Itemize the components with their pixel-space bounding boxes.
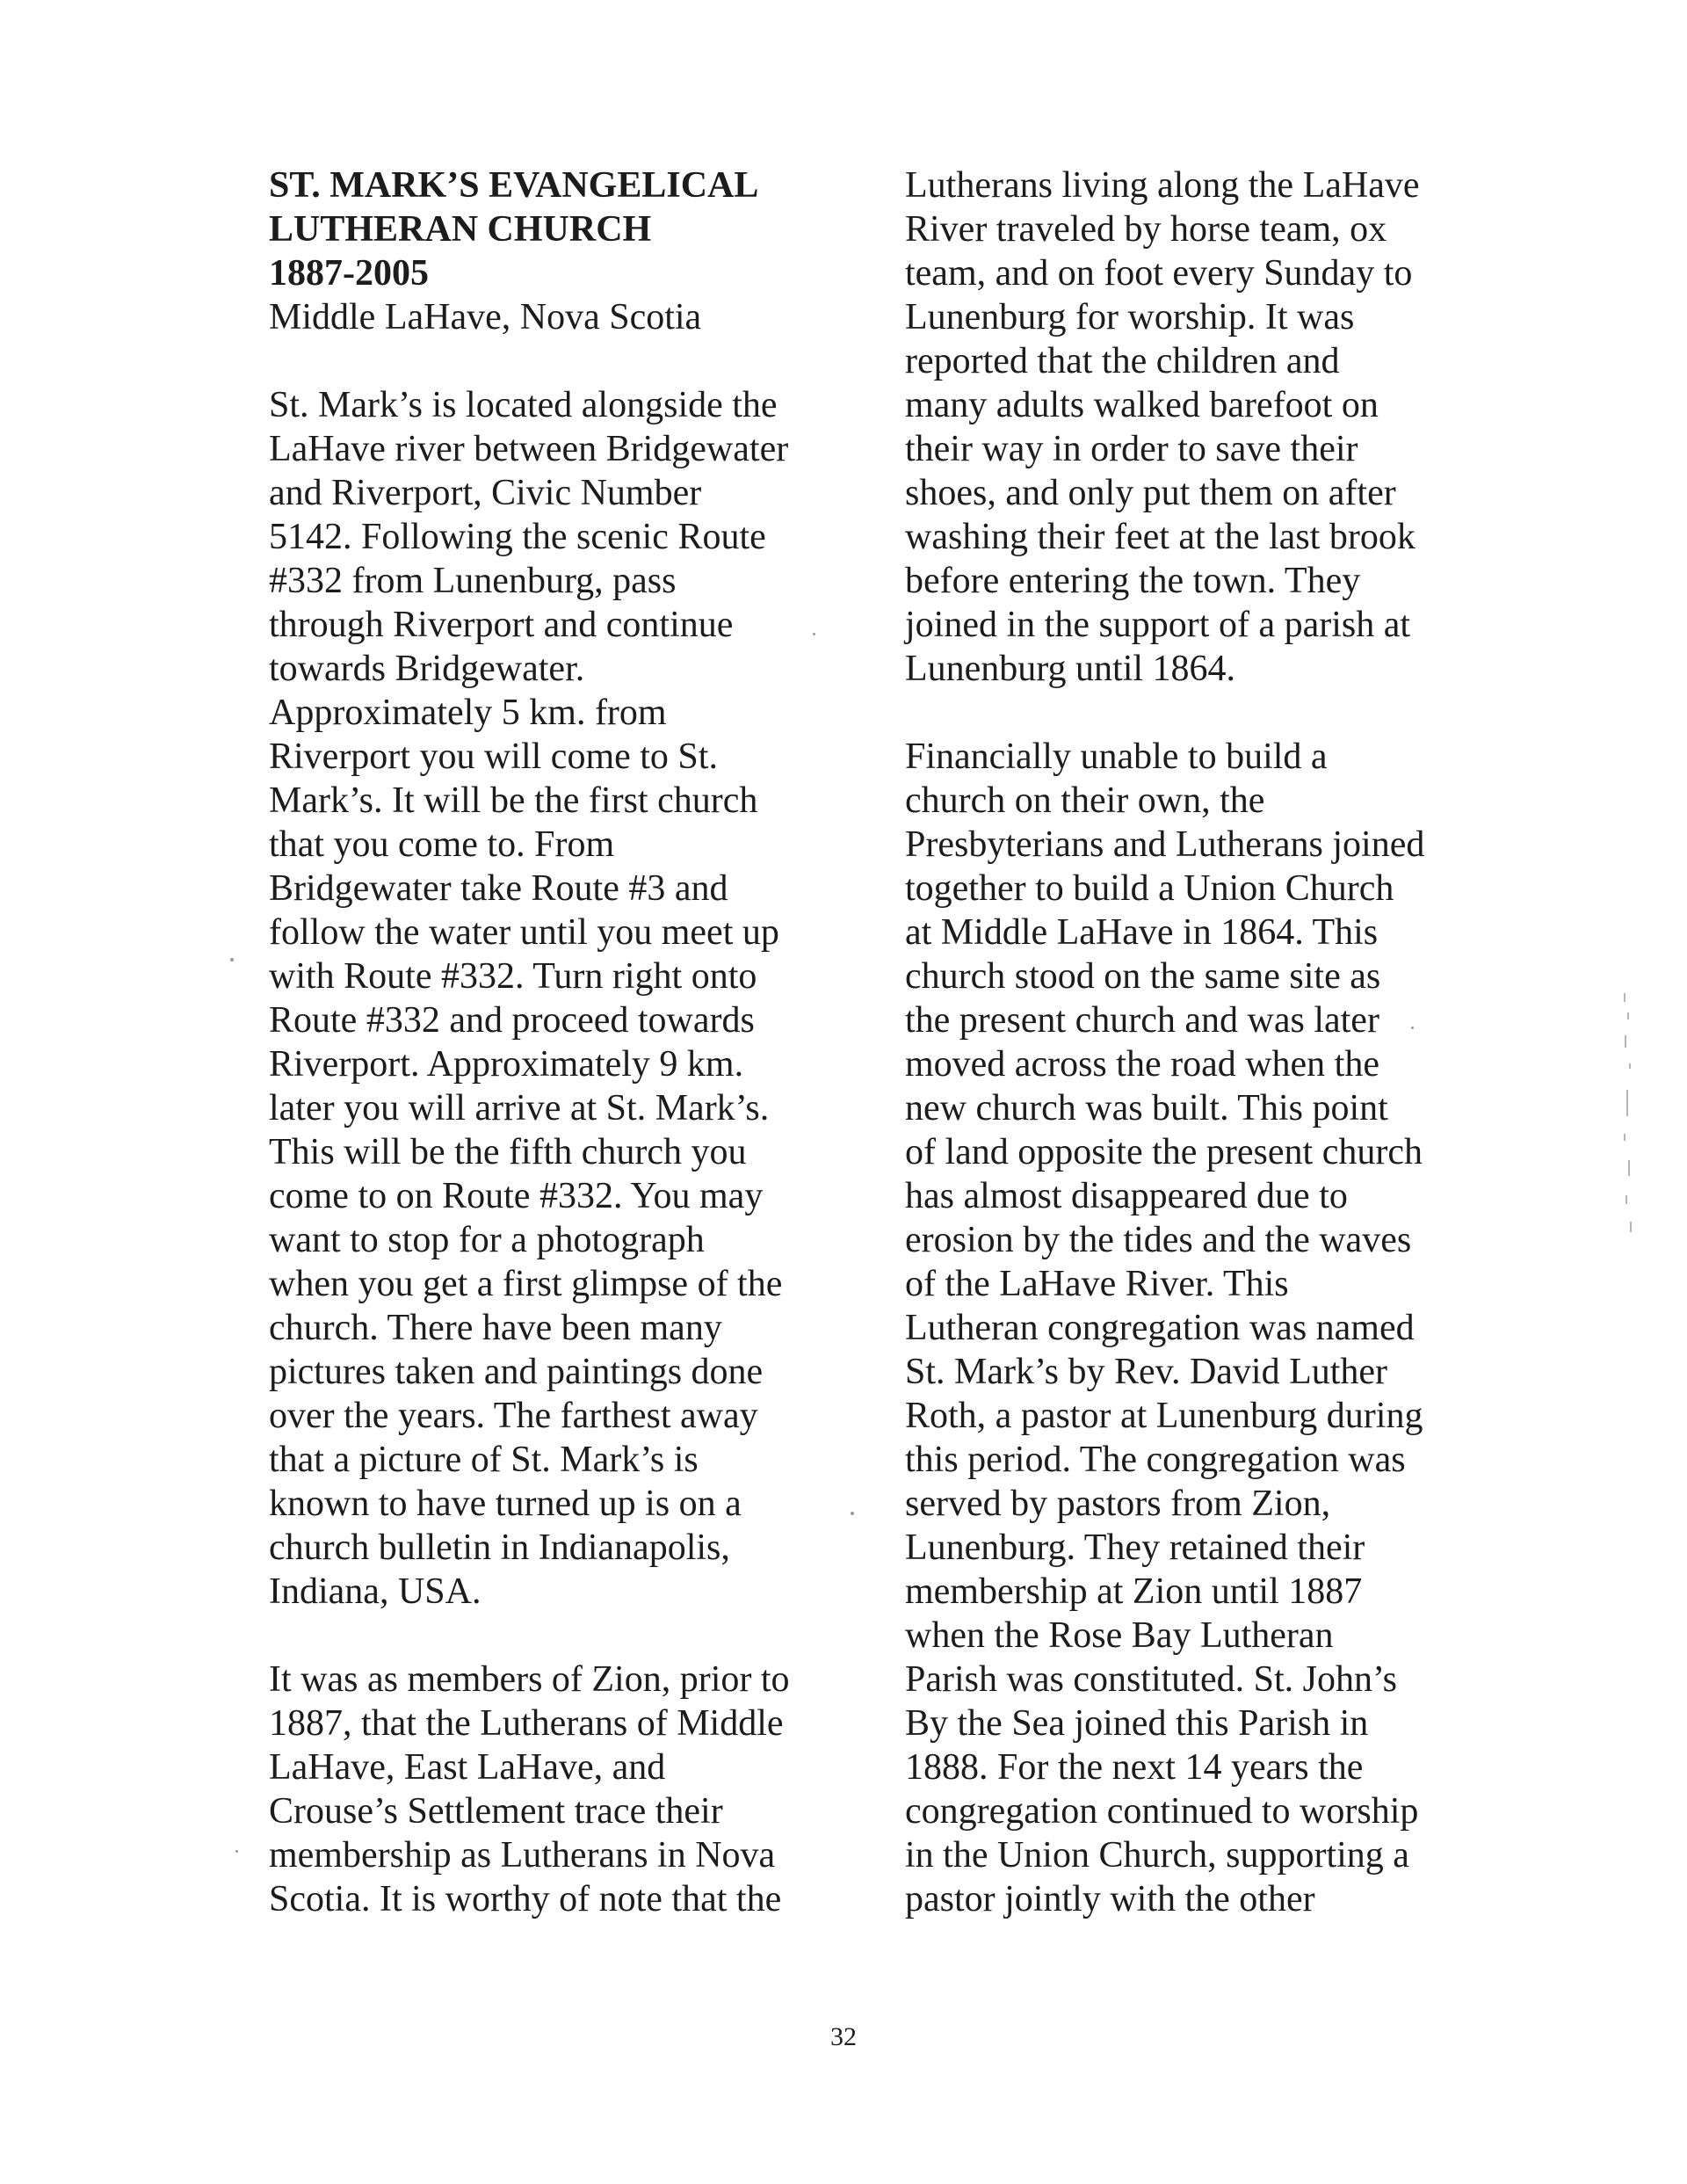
paragraph-line: served by pastors from Zion, <box>905 1484 1331 1524</box>
paragraph-line: membership at Zion until 1887 <box>905 1571 1363 1612</box>
left-column-body <box>269 383 831 1921</box>
paragraph-line: Parish was constituted. St. John’s <box>905 1659 1398 1700</box>
heading-line: LUTHERAN CHURCH <box>269 209 652 250</box>
paragraph-line: membership as Lutherans in Nova <box>269 1835 776 1876</box>
paragraph-line: washing their feet at the last brook <box>905 517 1415 557</box>
heading-line: 1887-2005 <box>269 253 429 294</box>
paragraph-line: congregation continued to worship <box>905 1791 1419 1832</box>
scan-speck <box>235 1850 238 1853</box>
right-column <box>905 163 1485 1965</box>
paragraph-line: when the Rose Bay Lutheran <box>905 1615 1334 1656</box>
paragraph-line: By the Sea joined this Parish in <box>905 1703 1369 1744</box>
paragraph-line: Financially unable to build a <box>905 736 1328 777</box>
paragraph-line: towards Bridgewater. <box>269 649 585 689</box>
right-column-body <box>905 163 1485 1921</box>
paragraph-line: church bulletin in Indianapolis, <box>269 1527 730 1568</box>
paragraph-line: later you will arrive at St. Mark’s. <box>269 1088 770 1128</box>
paragraph-line: over the years. The farthest away <box>269 1396 758 1436</box>
paragraph-line: follow the water until you meet up <box>269 912 779 953</box>
paragraph-line: Presbyterians and Lutherans joined <box>905 824 1425 865</box>
paragraph-line: Riverport. Approximately 9 km. <box>269 1044 744 1085</box>
page-number: 32 <box>830 2022 857 2051</box>
paragraph-line: of the LaHave River. This <box>905 1264 1289 1304</box>
paragraph-line: together to build a Union Church <box>905 868 1394 909</box>
body-paragraph <box>269 1658 831 1921</box>
paragraph-line: Crouse’s Settlement trace their <box>269 1791 723 1832</box>
paragraph-line: 5142. Following the scenic Route <box>269 517 766 557</box>
paragraph-line: St. Mark’s is located alongside the <box>269 385 778 425</box>
paragraph-line: church. There have been many <box>269 1308 722 1348</box>
paragraph-line: team, and on foot every Sunday to <box>905 253 1413 294</box>
paragraph-line: 1887, that the Lutherans of Middle <box>269 1703 784 1744</box>
paragraph-line: pictures taken and paintings done <box>269 1352 764 1392</box>
paragraph-line: with Route #332. Turn right onto <box>269 956 757 997</box>
paragraph-line: through Riverport and continue <box>269 605 734 645</box>
paragraph-line: LaHave, East LaHave, and <box>269 1747 666 1788</box>
scan-edge-mark <box>1622 993 1634 1248</box>
paragraph-line: Mark’s. It will be the first church <box>269 780 758 821</box>
paragraph-line: before entering the town. They <box>905 561 1361 601</box>
paragraph-line: Roth, a pastor at Lunenburg during <box>905 1396 1423 1436</box>
scan-speck <box>1411 1027 1414 1029</box>
paragraph-line: Lunenburg until 1864. <box>905 649 1236 689</box>
scan-speck <box>813 633 815 635</box>
left-column <box>269 163 831 1965</box>
paragraph-line: in the Union Church, supporting a <box>905 1835 1409 1876</box>
scan-speck <box>851 1512 854 1515</box>
paragraph-line: and Riverport, Civic Number <box>269 473 702 513</box>
paragraph-line: It was as members of Zion, prior to <box>269 1659 790 1700</box>
paragraph-line: Indiana, USA. <box>269 1571 481 1612</box>
paragraph-line: come to on Route #332. You may <box>269 1176 764 1216</box>
paragraph-line: Approximately 5 km. from <box>269 693 667 733</box>
paragraph-line: LaHave river between Bridgewater <box>269 429 789 469</box>
body-paragraph <box>905 163 1485 691</box>
article-heading <box>269 163 831 295</box>
paragraph-line: known to have turned up is on a <box>269 1484 742 1524</box>
paragraph-line: St. Mark’s by Rev. David Luther <box>905 1352 1388 1392</box>
paragraph-line: when you get a first glimpse of the <box>269 1264 783 1304</box>
paragraph-line: many adults walked barefoot on <box>905 385 1379 425</box>
body-paragraph <box>269 383 831 1614</box>
paragraph-line: church stood on the same site as <box>905 956 1381 997</box>
paragraph-line: This will be the fifth church you <box>269 1132 747 1172</box>
paragraph-line: that a picture of St. Mark’s is <box>269 1440 699 1480</box>
paragraph-line: Lutheran congregation was named <box>905 1308 1415 1348</box>
paragraph-line: that you come to. From <box>269 824 615 865</box>
paragraph-line: Bridgewater take Route #3 and <box>269 868 728 909</box>
paragraph-line: erosion by the tides and the waves <box>905 1220 1412 1260</box>
paragraph-line: at Middle LaHave in 1864. This <box>905 912 1379 953</box>
paragraph-line: Route #332 and proceed towards <box>269 1000 755 1041</box>
paragraph-line: their way in order to save their <box>905 429 1358 469</box>
paragraph-line: the present church and was later <box>905 1000 1379 1041</box>
paragraph-line: Lunenburg. They retained their <box>905 1527 1365 1568</box>
heading-line: ST. MARK’S EVANGELICAL <box>269 165 759 206</box>
body-paragraph <box>905 735 1485 1921</box>
paragraph-line: church on their own, the <box>905 780 1265 821</box>
paragraph-line: moved across the road when the <box>905 1044 1379 1085</box>
paragraph-line: of land opposite the present church <box>905 1132 1423 1172</box>
paragraph-line: new church was built. This point <box>905 1088 1388 1128</box>
paragraph-line: #332 from Lunenburg, pass <box>269 561 677 601</box>
paragraph-line: has almost disappeared due to <box>905 1176 1348 1216</box>
article-location: Middle LaHave, Nova Scotia <box>269 297 702 337</box>
paragraph-line: Lutherans living along the LaHave <box>905 165 1420 206</box>
paragraph-line: this period. The congregation was <box>905 1440 1406 1480</box>
paragraph-line: River traveled by horse team, ox <box>905 209 1387 250</box>
paragraph-line: want to stop for a photograph <box>269 1220 705 1260</box>
paragraph-line: shoes, and only put them on after <box>905 473 1396 513</box>
scan-speck <box>230 958 234 961</box>
paragraph-line: joined in the support of a parish at <box>905 605 1411 645</box>
paragraph-line: 1888. For the next 14 years the <box>905 1747 1364 1788</box>
paragraph-line: Scotia. It is worthy of note that the <box>269 1879 782 1919</box>
paragraph-line: pastor jointly with the other <box>905 1879 1315 1919</box>
paragraph-line: Riverport you will come to St. <box>269 736 718 777</box>
paragraph-line: Lunenburg for worship. It was <box>905 297 1355 337</box>
paragraph-line: reported that the children and <box>905 341 1340 381</box>
